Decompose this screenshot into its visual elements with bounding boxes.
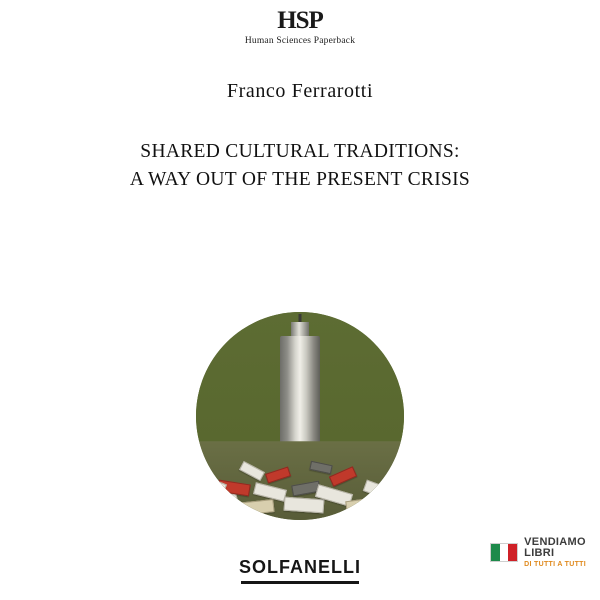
rubble-piece — [309, 461, 332, 474]
publisher-underline — [241, 581, 359, 584]
rubble-piece — [239, 461, 265, 481]
book-title — [0, 138, 600, 195]
imprint-mark — [0, 8, 600, 46]
rubble-piece — [235, 499, 274, 516]
rubble-piece — [265, 467, 291, 484]
seller-badge-line-2: LIBRI — [524, 547, 555, 560]
publisher-name: SOLFANELLI — [239, 557, 361, 577]
illustration-circle — [196, 312, 404, 520]
rubble-piece — [329, 466, 357, 487]
title-line-2: A WAY OUT OF THE PRESENT CRISIS — [129, 169, 471, 191]
seller-badge-line-3: DI TUTTI A TUTTI — [524, 560, 586, 568]
title-line-1: SHARED CULTURAL TRADITIONS: — [140, 141, 460, 162]
imprint-logo — [277, 8, 323, 33]
rubble-piece — [197, 474, 227, 495]
imprint-logo-text: HSP — [277, 7, 323, 34]
cover-illustration — [196, 312, 404, 520]
imprint-subtitle: Human Sciences Paperback — [244, 36, 356, 46]
seller-badge-line-1: VENDIAMO — [524, 535, 586, 548]
author-name: Franco Ferrarotti — [226, 80, 374, 102]
rubble-piece — [284, 497, 325, 514]
publisher-mark — [0, 556, 600, 584]
rubble-piece — [201, 492, 239, 514]
rubble-heap — [196, 434, 404, 520]
